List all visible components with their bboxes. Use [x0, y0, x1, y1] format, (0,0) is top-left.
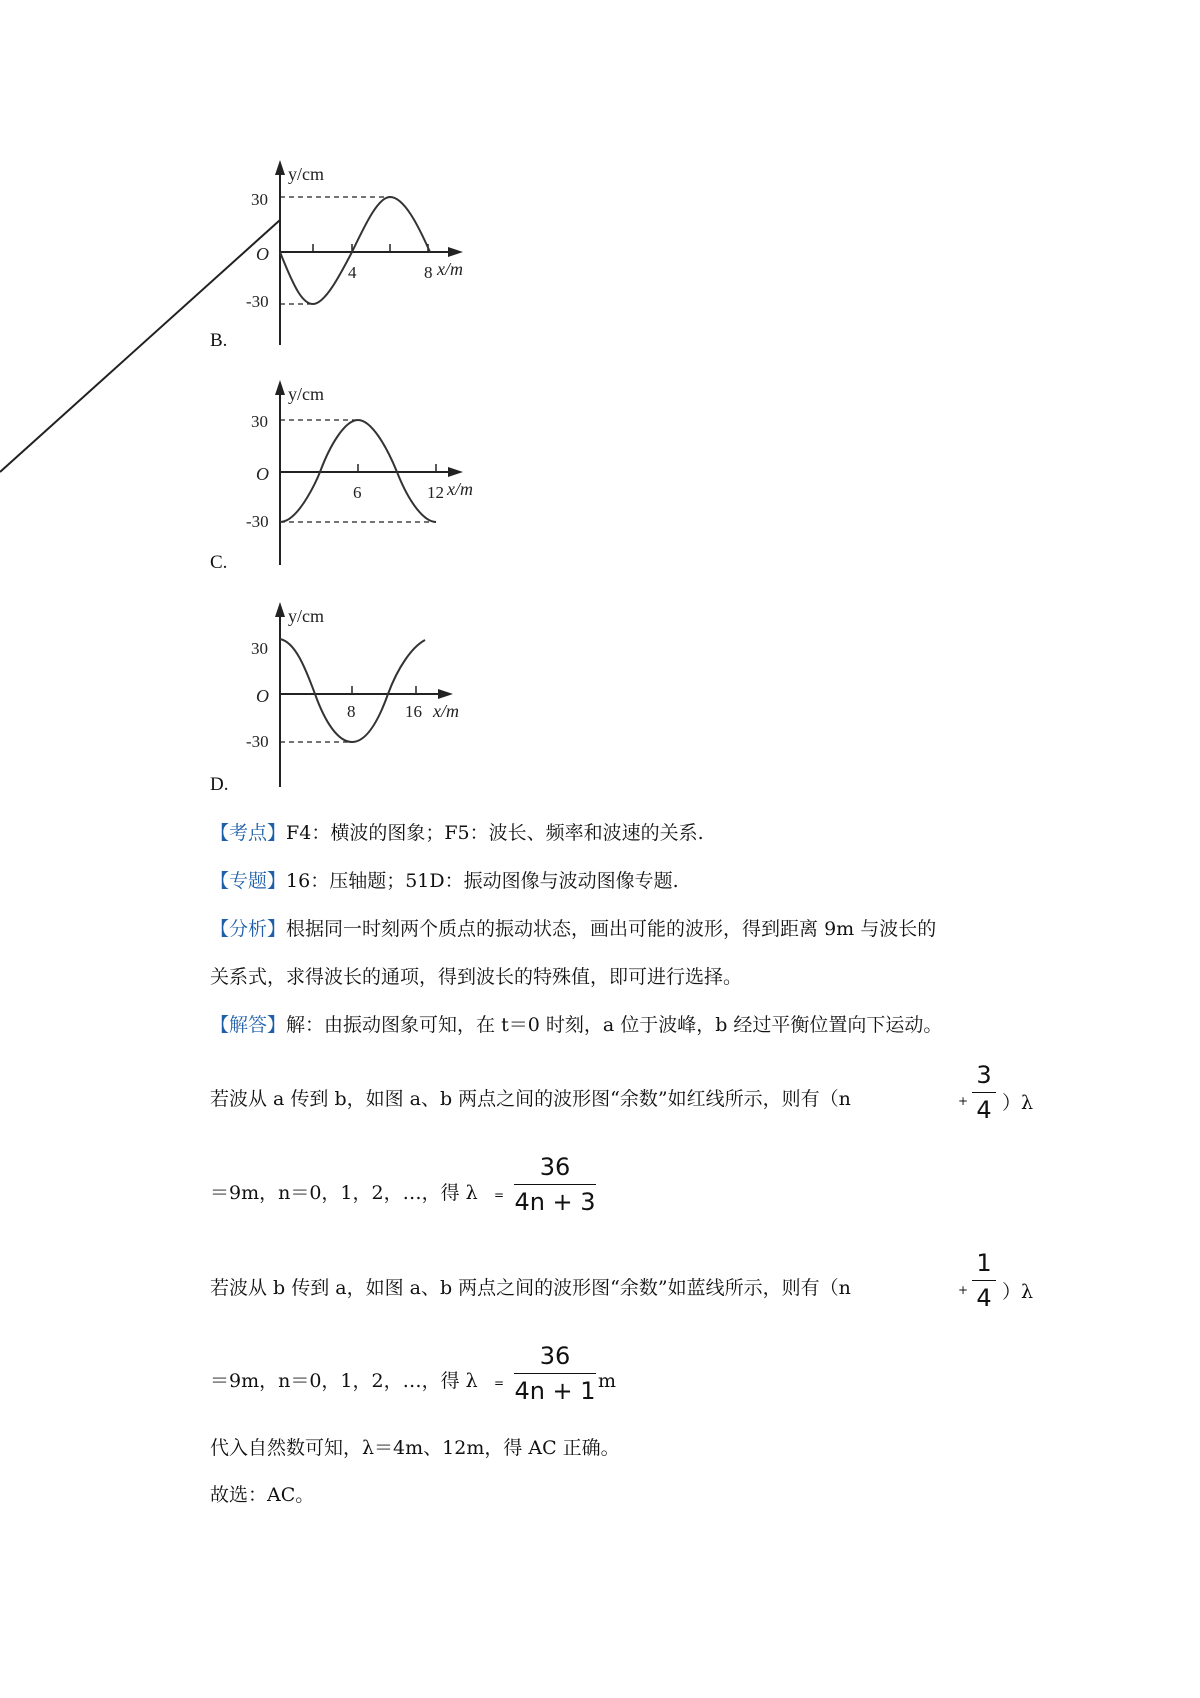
- origin-label: O: [256, 244, 269, 264]
- jieda-line: 【解答】解：由振动图象可知，在 t＝0 时刻，a 位于波峰，b 经过平衡位置向下运动。: [210, 1014, 943, 1036]
- kaodian-line: 【考点】F4：横波的图象；F5：波长、频率和波速的关系.: [210, 822, 704, 844]
- y-tick-30: 30: [251, 639, 268, 658]
- case2-fraction: [972, 1248, 996, 1313]
- option-b-letter: B.: [210, 330, 228, 351]
- conclusion-line: 代入自然数可知，λ＝4m、12m，得 AC 正确。: [210, 1437, 620, 1459]
- y-tick-neg30: -30: [246, 512, 269, 531]
- fenxi-line-2: 关系式，求得波长的通项，得到波长的特殊值，即可进行选择。: [210, 966, 743, 988]
- kaodian-text: F4：横波的图象；F5：波长、频率和波速的关系.: [286, 822, 704, 844]
- y-tick-30: 30: [251, 190, 268, 209]
- x-axis-label: x/m: [437, 259, 463, 279]
- fenxi-line-1: 【分析】根据同一时刻两个质点的振动状态，画出可能的波形，得到距离 9m 与波长的: [210, 918, 937, 940]
- case2-frac-num: 1: [976, 1249, 992, 1277]
- y-axis-arrow: [275, 160, 285, 175]
- y-axis-label: y/cm: [288, 606, 324, 626]
- option-d-letter: D.: [210, 774, 229, 795]
- y-tick-neg30: -30: [246, 732, 269, 751]
- case2-unit: m: [598, 1370, 617, 1392]
- x-tick-2: 12: [427, 483, 444, 502]
- case1-frac-den: 4: [976, 1096, 992, 1124]
- x-tick-1: 6: [353, 483, 362, 502]
- case2-equals: =: [494, 1376, 505, 1390]
- zhuanti-tag: 专题: [229, 870, 268, 892]
- jieda-tag: 解答: [229, 1014, 268, 1036]
- y-axis-label: y/cm: [288, 164, 324, 184]
- graph-option-d: [0, 442, 1200, 802]
- case1-equals: =: [494, 1188, 505, 1202]
- case2-result-den: 4n + 1: [514, 1377, 596, 1405]
- case1-fraction: [972, 1060, 996, 1125]
- case2-result-fraction: [514, 1341, 596, 1406]
- origin-label: O: [256, 464, 269, 484]
- zhuanti-line: 【专题】16：压轴题；51D：振动图像与波动图像专题.: [210, 870, 679, 892]
- fenxi-tag: 分析: [229, 918, 268, 940]
- kaodian-tag: 考点: [229, 822, 268, 844]
- jieda-text: 解：由振动图象可知，在 t＝0 时刻，a 位于波峰，b 经过平衡位置向下运动。: [286, 1014, 943, 1036]
- case2-plus: +: [958, 1283, 969, 1297]
- y-tick-30: 30: [251, 412, 268, 431]
- case1-text: 若波从 a 传到 b，如图 a、b 两点之间的波形图“余数”如红线所示，则有（n: [210, 1088, 851, 1110]
- case1-line2: ＝9m，n＝0，1，2，…，得 λ: [210, 1182, 478, 1204]
- case1-plus: +: [958, 1094, 969, 1108]
- x-tick-2: 8: [424, 263, 433, 282]
- case2-line2: ＝9m，n＝0，1，2，…，得 λ: [210, 1370, 478, 1392]
- zhuanti-text: 16：压轴题；51D：振动图像与波动图像专题.: [286, 870, 679, 892]
- fenxi-text-1: 根据同一时刻两个质点的振动状态，画出可能的波形，得到距离 9m 与波长的: [286, 918, 937, 940]
- x-axis-label: x/m: [447, 479, 473, 499]
- case2-tail: ）λ: [1002, 1281, 1034, 1303]
- case1-result-num: 36: [539, 1153, 571, 1181]
- answer-line: 故选：AC。: [210, 1484, 315, 1506]
- case2-text: 若波从 b 传到 a，如图 a、b 两点之间的波形图“余数”如蓝线所示，则有（n: [210, 1277, 851, 1299]
- x-tick-1: 8: [347, 702, 356, 721]
- x-tick-1: 4: [348, 263, 357, 282]
- x-tick-2: 16: [405, 702, 422, 721]
- option-c-letter: C.: [210, 552, 228, 573]
- case1-result-den: 4n + 3: [514, 1188, 596, 1216]
- case1-frac-num: 3: [976, 1061, 992, 1089]
- case1-result-fraction: [514, 1152, 596, 1217]
- case2-result-num: 36: [539, 1342, 571, 1370]
- y-tick-neg30: -30: [246, 292, 269, 311]
- case2-frac-den: 4: [976, 1284, 992, 1312]
- x-axis-label: x/m: [433, 701, 459, 721]
- origin-label: O: [256, 686, 269, 706]
- case1-tail: ）λ: [1002, 1092, 1034, 1114]
- y-axis-label: y/cm: [288, 384, 324, 404]
